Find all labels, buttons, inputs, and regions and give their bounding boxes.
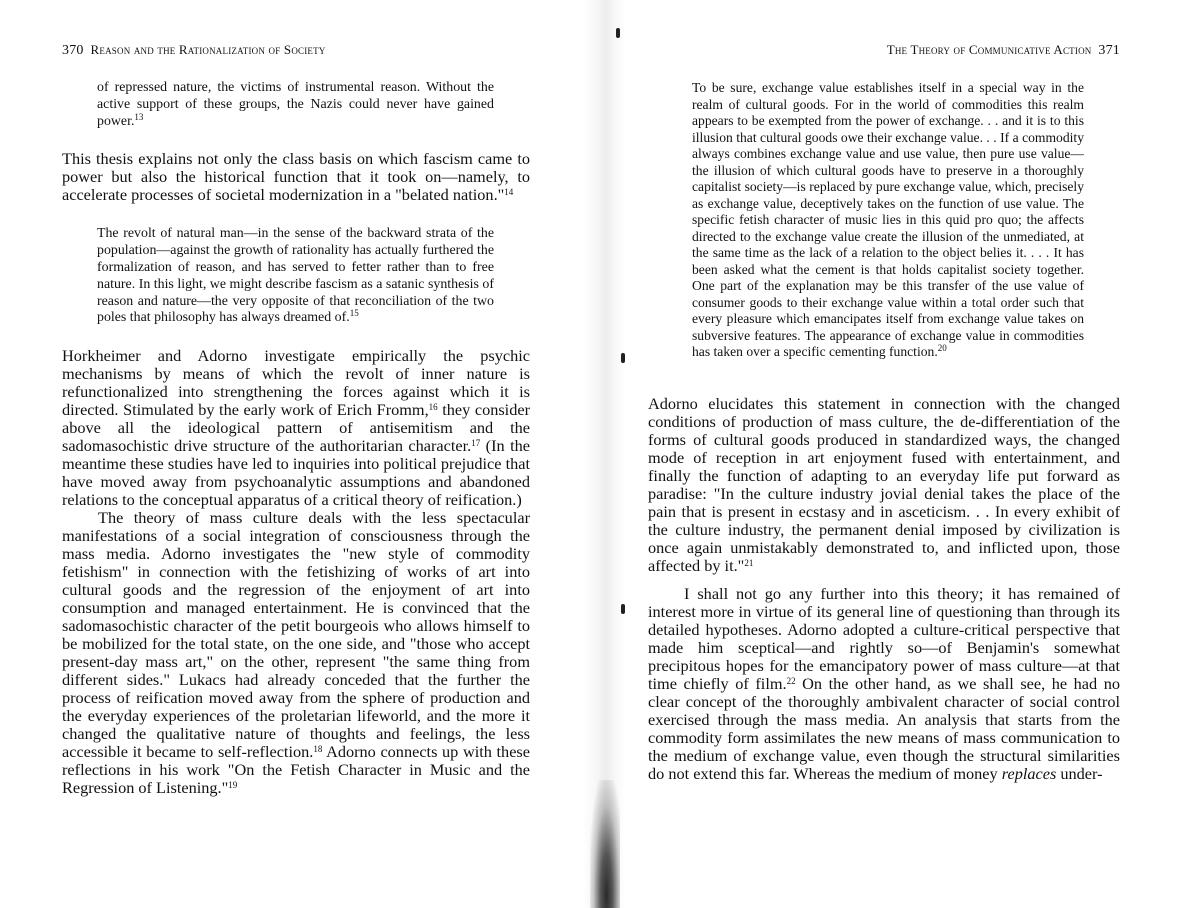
footnote-ref: 17 <box>471 438 481 449</box>
emphasis-text: replaces <box>1001 763 1057 783</box>
right-page-body <box>648 80 1120 783</box>
block-quote <box>97 80 494 130</box>
footnote-ref: 19 <box>228 780 238 791</box>
block-quote <box>97 226 494 327</box>
footnote-ref: 22 <box>786 675 796 686</box>
paragraph <box>62 509 530 797</box>
running-head-right <box>887 42 1120 59</box>
footnote-ref: 18 <box>313 744 323 755</box>
footnote-ref: 21 <box>744 557 754 568</box>
text-span: (In the meantime these studies have led to inquiries into political prejudice that have moved away from psychoanalytic assumptions and abandoned relations to the conceptual apparatus of a critical theory of reification.) <box>62 436 530 510</box>
text-span: The theory of mass culture deals with the less spectacular manifestations of a social integration of consciousness through the mass media. Adorno investigates the "new style of commodity fetishism" in connection with the fetishizing of works of art into cultural goods and the regression of the enjoyment of art into consumption and managed entertainment. He is convinced that the sadomasochistic character of the petit bourgeois who allows himself to be mobilized for the total state, on the one side, and "those who accept present-day mass art," on the other, represent "the same thing from different sides." Lukacs had already conceded that the further the process of reification moved away from the sphere of production and the everyday experiences of the proletarian lifeworld, and the more it changed the qualitative nature of thoughts and feelings, the less accessible it became to self-reflection. <box>62 508 530 762</box>
text-span: they consider above all the ideological pattern of antisemitism and the sadomasochistic drive structure of the authoritarian character. <box>62 400 530 456</box>
left-page-body <box>62 80 530 797</box>
paragraph <box>648 395 1120 575</box>
text-span: On the other hand, as we shall see, he had no clear concept of the thoroughly ambivalent character of social control exercised through the mass media. An analysis that starts from the commodity form assimilates the new means of mass communication to the medium of exchange value, even though the structural similarities do not extend this far. Whereas the medium of money <box>648 673 1121 783</box>
text-span: Horkheimer and Adorno investigate empirically the psychic mechanisms by means of which the revolt of inner nature is refunctionalized into strengthening the forces against which it is directed. Stimulated by the early work of Erich Fromm, <box>62 346 530 420</box>
footnote-ref: 20 <box>937 343 947 353</box>
footnote-ref: 15 <box>349 308 359 319</box>
book-gutter <box>582 0 626 908</box>
paragraph <box>648 585 1120 783</box>
scan-smudge <box>590 780 620 908</box>
text-span: Adorno elucidates this statement in connection with the changed conditions of production of mass culture, the de-differentiation of the forms of cultural goods produced in standardized ways, the changed mode of reception in art enjoyment fused with entertainment, and finally the function of adapting to an everyday life put forward as paradise: "In the culture industry jovial denial takes the place of the pain that is present in ecstasy and in asceticism. . . In every exhibit of the culture industry, the permanent denial imposed by civilization is once again unmistakably demonstrated to, and inflicted upon, those affected by it." <box>648 393 1120 575</box>
text-span: I shall not go any further into this theory; it has remained of interest more in virtue of its general line of questioning than through its detailed hypotheses. Adorno adopted a culture-critical perspective that made him sceptical—and rightly so—of Benjamin's somewhat precipitous hopes for the emancipatory power of mass culture—at that time chiefly of film. <box>648 583 1120 693</box>
text-span: under- <box>1056 763 1103 783</box>
page-number: 371 <box>1098 43 1120 58</box>
scan-mark <box>616 28 620 38</box>
text-span: To be sure, exchange value establishes itself in a special way in the realm of cultural goods. For in the world of commodities this realm appears to be exempted from the power of exchange. . . and it is to this illusion that cultural goods owe their exchange value. . . If a commodity always combines exchange value and use value, then pure use value—the illusion of which cultural goods have to preserve in a thoroughly capitalist society—is replaced by pure exchange value, which, precisely as exchange value, deceptively takes on the function of use value. The specific fetish character of music lies in this quid pro quo; the affects directed to the exchange value create the illusion of the unmediated, at the same time as the lack of a relation to the object belies it. . . . It has been asked what the cement is that holds capitalist society together. One part of the explanation may be this transfer of the use value of consumer goods to their exchange value within a total order such that every pleasure which emancipates itself from exchange value takes on subversive features. The appearance of exchange value in commodities has taken over a specific cementing function. <box>692 80 1084 359</box>
text-span: of repressed nature, the victims of instrumental reason. Without the active support of these groups, the Nazis could never have gained power. <box>97 80 494 129</box>
footnote-ref: 16 <box>428 402 438 413</box>
text-span: The revolt of natural man—in the sense of the backward strata of the population—against the growth of rationality has actually furthered the formalization of reason, and has served to fetter rather than to free nature. In this light, we might describe fascism as a satanic synthesis of reason and nature—the very opposite of that reconciliation of the two poles that philosophy has always dreamed of. <box>97 226 494 326</box>
paragraph <box>62 150 530 204</box>
scan-mark <box>621 353 625 363</box>
chapter-title: Reason and the Rationalization of Society <box>90 42 326 57</box>
footnote-ref: 13 <box>134 111 144 122</box>
paragraph <box>62 347 530 509</box>
footnote-ref: 14 <box>504 187 514 198</box>
page-number: 370 <box>62 43 84 58</box>
text-span: This thesis explains not only the class basis on which fascism came to power but also the historical function that it took on—namely, to accelerate processes of societal modernization in a "belated nation." <box>62 149 530 205</box>
scan-mark <box>621 604 625 614</box>
running-head-left <box>62 42 326 59</box>
text-span: Adorno connects up with these reflections in his work "On the Fetish Character in Music and the Regression of Listening." <box>62 742 530 798</box>
chapter-title: The Theory of Communicative Action <box>886 42 1092 57</box>
block-quote <box>692 80 1084 361</box>
